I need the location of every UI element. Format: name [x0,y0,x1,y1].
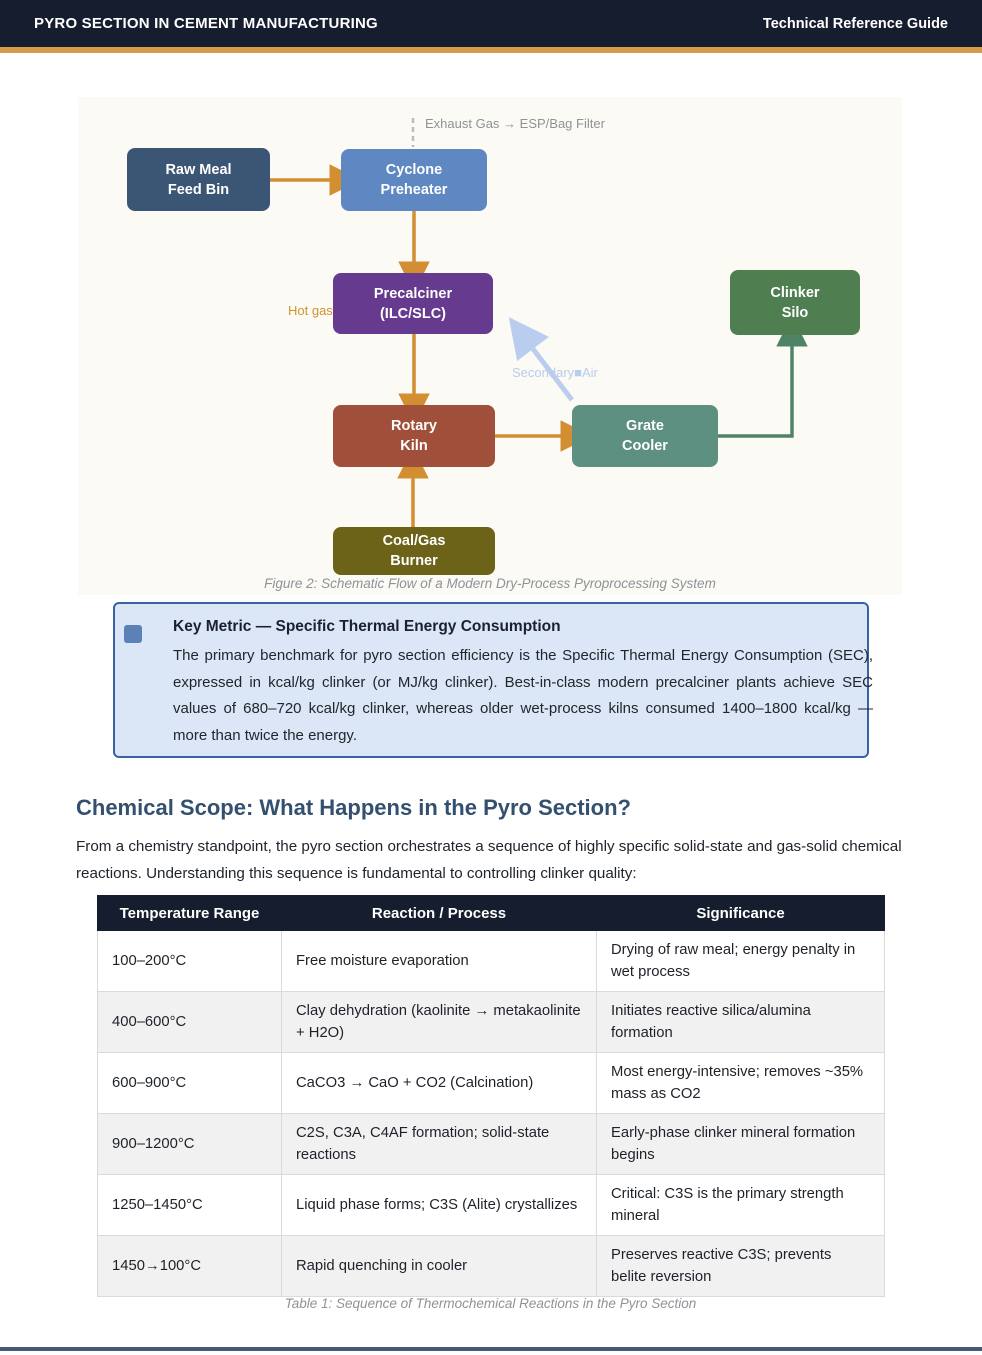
node-label: Precalciner [373,285,453,302]
node-label: Clinker [770,284,820,301]
callout-content [173,618,873,749]
cell-temp: 600–900°C [98,1053,282,1114]
cell-significance: Preserves reactive C3S; prevents belite reversion [597,1236,885,1297]
node-label: Grate [626,418,664,434]
table-row [98,1175,885,1236]
secondary-air-label: Secondary■Air [512,365,598,380]
callout-title: Key Metric — Specific Thermal Energy Consumption [173,618,561,635]
table-header-row [98,896,885,931]
node-label: (ILC/SLC) [379,305,447,322]
col-header-significance: Significance [597,896,885,931]
cell-temp: 400–600°C [98,992,282,1053]
process-flow-diagram [78,97,902,595]
node-label: Preheater [380,182,448,198]
cell-significance: Initiates reactive silica/alumina formation [597,992,885,1053]
hot-gas-label: Hot gas [288,303,333,318]
node-precalciner [333,273,493,334]
table-row [98,992,885,1053]
callout-body: The primary benchmark for pyro section efficiency is the Specific Thermal Energy Consumption (SEC), expressed in kcal/kg clinker (or MJ/kg clinker). Best-in-class modern precalciner plants achieve SEC values of 680–720 kcal/kg clinker, whereas older wet-process kilns consumed 1400–1800 kcal/kg — more than twice the energy. [173,647,873,744]
node-rotary-kiln [333,405,495,467]
table-row [98,1053,885,1114]
table-row [98,1236,885,1297]
cell-temp: 100–200°C [98,931,282,992]
table-row [98,931,885,992]
node-label: Burner [390,553,438,569]
node-cyclone-preheater [341,149,487,211]
cell-reaction: CaCO3 → CaO + CO2 (Calcination) [282,1053,597,1114]
node-label: Feed Bin [167,181,230,198]
node-coal-gas-burner [333,527,495,575]
header-bar [0,0,982,47]
node-raw-meal-feed-bin [127,148,270,211]
node-label: Raw Meal [165,161,232,178]
arrow-cooler-to-silo [718,343,792,436]
cell-reaction: Clay dehydration (kaolinite → metakaolinite + H2O) [282,992,597,1053]
cell-reaction: Liquid phase forms; C3S (Alite) crystallizes [282,1175,597,1236]
node-label: Rotary [391,418,437,434]
cell-temp: 1250–1450°C [98,1175,282,1236]
cell-reaction: Free moisture evaporation [282,931,597,992]
node-grate-cooler [572,405,718,467]
section-heading: Chemical Scope: What Happens in the Pyro Section? [76,795,631,820]
header-badge: Technical Reference Guide [762,15,948,32]
col-header-temperature: Temperature Range [98,896,282,931]
accent-bar [0,47,982,53]
key-metric-callout [113,602,873,758]
table-caption: Table 1: Sequence of Thermochemical Reactions in the Pyro Section [284,1296,697,1311]
footer-rule [0,1347,982,1351]
node-clinker-silo [730,270,860,335]
reactions-table [97,895,884,1297]
cell-temp: 1450→100°C [98,1236,282,1297]
node-label: Cyclone [385,162,443,178]
table-row [98,1114,885,1175]
document-title: PYRO SECTION IN CEMENT MANUFACTURING [34,15,378,32]
figure-caption: Figure 2: Schematic Flow of a Modern Dry-Process Pyroprocessing System [264,576,716,591]
exhaust-gas-label: Exhaust Gas → ESP/Bag Filter [425,116,605,131]
section-intro: From a chemistry standpoint, the pyro section orchestrates a sequence of highly specific solid-state and gas-solid chemical reactions. Understanding this sequence is fundamental to controlling clinker quality: [76,838,902,882]
col-header-reaction: Reaction / Process [282,896,597,931]
cell-significance: Most energy-intensive; removes ~35% mass as CO2 [597,1053,885,1114]
cell-significance: Early-phase clinker mineral formation begins [597,1114,885,1175]
cell-reaction: C2S, C3A, C4AF formation; solid-state reactions [282,1114,597,1175]
metric-square-icon [124,625,142,643]
node-label: Coal/Gas [382,533,446,549]
cell-significance: Drying of raw meal; energy penalty in wet process [597,931,885,992]
node-label: Cooler [622,438,668,454]
cell-significance: Critical: C3S is the primary strength mineral [597,1175,885,1236]
node-label: Silo [781,304,809,321]
cell-reaction: Rapid quenching in cooler [282,1236,597,1297]
node-label: Kiln [400,438,428,454]
cell-temp: 900–1200°C [98,1114,282,1175]
